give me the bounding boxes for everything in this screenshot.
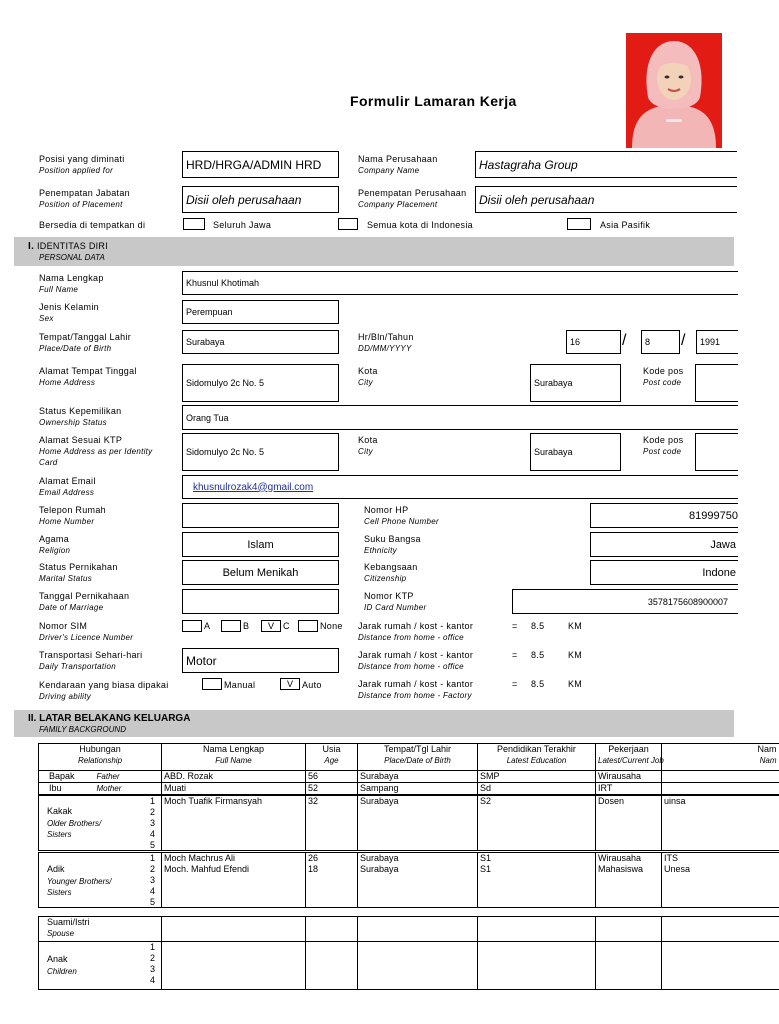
alamat-field[interactable]: Sidomulyo 2c No. 5 [182,364,339,402]
spouse-table [38,916,779,990]
nama-label: Nama Lengkap Full Name [39,273,104,294]
age-cell[interactable] [306,942,358,990]
edu-cell[interactable] [478,942,596,990]
agama-label: Agama Religion [39,534,71,555]
extra-cell[interactable] [662,917,779,942]
jarak-kantor-label-2: Jarak rumah / kost - kantor Distance from home - office [358,650,474,671]
posisi-label: Posisi yang diminati Position applied for [39,154,125,175]
jarak-factory-value: 8.5 [531,679,545,689]
section-identitas-header [14,237,734,266]
alamat-ktp-label: Alamat Sesuai KTP Home Address as per Identity Card [39,435,153,467]
penempatan-perusahaan-field[interactable]: Disii oleh perusahaan [475,186,737,213]
row-number: 3 [149,875,155,885]
pob-cell[interactable]: Surabaya Surabaya [358,853,478,908]
anak-sub: Children [47,967,77,976]
name-cell[interactable]: Moch Tuafik Firmansyah [162,796,306,851]
alamat-ktp-field[interactable]: Sidomulyo 2c No. 5 [182,433,339,471]
table-row-spouse [39,917,779,942]
section-number: I. [28,241,35,252]
age-cell[interactable]: 56 [306,771,358,783]
form-title: Formulir Lamaran Kerja [350,93,517,109]
status-milik-label: Status Kepemilikan Ownership Status [39,406,122,427]
date-separator-2: / [681,332,686,349]
jarak-unit: KM [568,621,583,631]
transport-field[interactable]: Motor [182,648,339,673]
kelamin-field[interactable]: Perempuan [182,300,339,324]
extra-cell[interactable] [662,783,779,795]
age-cell[interactable] [306,917,358,942]
penempatan-field[interactable]: Disii oleh perusahaan [182,186,339,213]
row-number: 2 [149,807,155,817]
perusahaan-label: Nama Perusahaan Company Name [358,154,438,175]
jarak-factory-label: Jarak rumah / kost - kantor Distance from home - Factory [358,679,474,700]
name-cell[interactable] [162,917,306,942]
posisi-field[interactable]: HRD/HRGA/ADMIN HRD [182,151,339,178]
sim-a-checkbox[interactable] [182,620,202,632]
auto-label: Auto [302,680,322,690]
edu-cell[interactable]: SMP [478,771,596,783]
children-rel-cell [39,942,162,990]
kakak-table [38,795,779,851]
tempat-lahir-field[interactable]: Surabaya [182,330,339,354]
kota-field[interactable]: Surabaya [530,364,621,402]
name-cell[interactable] [162,942,306,990]
extra-cell[interactable]: ITS Unesa [662,853,779,908]
pob-cell[interactable]: Surabaya [358,771,478,783]
suku-field[interactable]: Jawa [590,532,738,557]
agama-field[interactable]: Islam [182,532,339,557]
family-header-row [39,744,779,771]
table-row-kakak [39,796,779,851]
checkbox-seluruh-jawa[interactable] [183,218,205,230]
row-number: 5 [149,840,155,850]
row-number: 5 [149,897,155,907]
rel-cell: Ibu Mother [39,783,162,795]
sim-c-label: C [283,621,290,631]
kakak-label: Kakak [47,806,73,816]
section-title: IDENTITAS DIRI [36,241,109,251]
sim-none-label: None [320,621,343,631]
anak-label: Anak [47,954,68,964]
pob-cell[interactable] [358,917,478,942]
kakak-rel-cell [39,796,162,851]
pob-cell[interactable]: Sampang [358,783,478,795]
job-cell[interactable] [596,917,662,942]
header-pendidikan: Pendidikan Terakhir Latest Education [478,744,596,771]
tgl-nikah-label: Tanggal Pernikahaan Date of Marriage [39,591,130,612]
sim-b-label: B [243,621,250,631]
kode-pos-label: Kode pos Post code [643,366,684,387]
section2-number: II. [28,713,37,724]
jarak-eq-3: = [512,679,518,689]
name-cell[interactable]: Muati [162,783,306,795]
birth-year-field[interactable]: 1991 [696,330,738,354]
row-number: 1 [149,853,155,863]
hp-label: Nomor HP Cell Phone Number [364,505,439,526]
alamat-label: Alamat Tempat Tinggal Home Address [39,366,137,387]
header-nama-perusahaan: Nam Nam [662,744,779,771]
kode-pos-field[interactable] [695,364,738,402]
job-cell[interactable]: IRT [596,783,662,795]
pob-cell[interactable]: Surabaya [358,796,478,851]
suku-label: Suku Bangsa Ethnicity [364,534,421,555]
checkbox-asia-pasifik[interactable] [567,218,591,230]
row-number: 2 [149,953,155,963]
kelamin-label: Jenis Kelamin Sex [39,302,99,323]
sim-b-checkbox[interactable] [221,620,241,632]
kakak-sub2: Sisters [47,830,72,839]
section2-subtitle: FAMILY BACKGROUND [39,725,126,734]
job-cell[interactable]: Wirausaha [596,771,662,783]
name-cell[interactable]: ABD. Rozak [162,771,306,783]
age-cell[interactable]: 32 [306,796,358,851]
nikah-field[interactable]: Belum Menikah [182,560,339,585]
header-pekerjaan: Pekerjaan Latest/Current Job [596,744,662,771]
jarak-kantor-value-2: 8.5 [531,650,545,660]
table-row-father [39,771,779,783]
kode-pos-ktp-label: Kode pos Post code [643,435,684,456]
jarak-eq-2: = [512,650,518,660]
ktp-label: Nomor KTP ID Card Number [364,591,427,612]
kebangsaan-label: Kebangsaan Citizenship [364,562,418,583]
edu-cell[interactable]: Sd [478,783,596,795]
table-row-adik [39,853,779,908]
row-number: 4 [149,975,155,985]
jarak-unit-2: KM [568,650,583,660]
tgl-nikah-field[interactable] [182,589,339,614]
edu-cell[interactable]: S1 S1 [478,853,596,908]
jarak-unit-3: KM [568,679,583,689]
penempatan-perusahaan-label: Penempatan Perusahaan Company Placement [358,188,467,209]
header-hubungan: Hubungan Relationship [39,744,162,771]
adik-rel-cell [39,853,162,908]
sim-c-checkbox[interactable]: V [261,620,281,632]
adik-label: Adik [47,864,65,874]
option-asia-pasifik: Asia Pasifik [600,220,651,230]
option-seluruh-jawa: Seluruh Jawa [213,220,272,230]
header-usia: Usia Age [306,744,358,771]
manual-label: Manual [224,680,256,690]
section2-title: LATAR BELAKANG KELUARGA [39,713,191,724]
sim-none-checkbox[interactable] [298,620,318,632]
nikah-label: Status Pernikahan Marital Status [39,562,118,583]
section-keluarga-header [14,710,734,737]
kode-pos-ktp-field[interactable] [695,433,738,471]
auto-checkbox[interactable]: V [280,678,300,690]
extra-cell[interactable] [662,771,779,783]
jarak-kantor-label: Jarak rumah / kost - kantor Distance from home - office [358,621,474,642]
job-cell[interactable] [596,942,662,990]
row-number: 1 [149,942,155,952]
row-number: 4 [149,829,155,839]
kota-label: Kota City [358,366,378,387]
email-label: Alamat Email Email Address [39,476,96,497]
applicant-photo [626,33,722,148]
table-row-children [39,942,779,990]
email-field[interactable]: khusnulrozak4@gmail.com [182,475,738,499]
adik-sub1: Younger Brothers/ [47,877,112,886]
row-number: 2 [149,864,155,874]
checkbox-semua-kota[interactable] [338,218,358,230]
bersedia-label: Bersedia di tempatkan di [39,220,146,230]
row-number: 1 [149,796,155,806]
birth-day-field[interactable]: 16 [566,330,621,354]
spouse-rel-cell: Suami/Istri Spouse [39,917,162,942]
row-number: 4 [149,886,155,896]
hp-field[interactable]: 81999750 [590,503,738,528]
pob-cell[interactable] [358,942,478,990]
kebangsaan-field[interactable]: Indone [590,560,738,585]
status-milik-field[interactable]: Orang Tua [182,405,738,430]
kendaraan-label: Kendaraan yang biasa dipakai Driving ability [39,680,169,701]
nama-field[interactable]: Khusnul Khotimah [182,271,738,295]
header-nama: Nama Lengkap Full Name [162,744,306,771]
kota-ktp-field[interactable]: Surabaya [530,433,621,471]
section-subtitle: PERSONAL DATA [39,253,105,262]
date-separator: / [622,332,627,349]
applicant-photo-image [626,33,722,148]
tanggal-lahir-label: Hr/Bln/Tahun DD/MM/YYYY [358,332,414,353]
name-cell[interactable]: Moch Machrus Ali Moch. Mahfud Efendi [162,853,306,908]
telepon-field[interactable] [182,503,339,528]
option-semua-kota: Semua kota di Indonesia [367,220,473,230]
table-row-mother [39,783,779,795]
jarak-eq: = [512,621,518,631]
row-number: 3 [149,818,155,828]
penempatan-label: Penempatan Jabatan Position of Placement [39,188,130,209]
extra-cell[interactable] [662,942,779,990]
family-table [38,743,779,795]
sim-label: Nomor SIM Driver's Licence Number [39,621,134,642]
job-cell[interactable]: Wirausaha Mahasiswa [596,853,662,908]
birth-month-field[interactable]: 8 [641,330,680,354]
kakak-sub1: Older Brothers/ [47,819,102,828]
extra-cell[interactable]: uinsa [662,796,779,851]
rel-cell: Bapak Father [39,771,162,783]
age-cell[interactable]: 26 18 [306,853,358,908]
kota-ktp-label: Kota City [358,435,378,456]
manual-checkbox[interactable] [202,678,222,690]
job-cell[interactable]: Dosen [596,796,662,851]
jarak-kantor-value: 8.5 [531,621,545,631]
adik-table [38,852,779,908]
ktp-field[interactable]: 3578175608900007 [512,589,738,614]
adik-sub2: Sisters [47,888,72,897]
row-number: 3 [149,964,155,974]
header-ttl: Tempat/Tgl Lahir Place/Date of Birth [358,744,478,771]
transport-label: Transportasi Sehari-hari Daily Transportation [39,650,143,671]
telepon-label: Telepon Rumah Home Number [39,505,106,526]
age-cell[interactable]: 52 [306,783,358,795]
perusahaan-field[interactable]: Hastagraha Group [475,151,737,178]
sim-a-label: A [204,621,211,631]
edu-cell[interactable] [478,917,596,942]
edu-cell[interactable]: S2 [478,796,596,851]
ttl-label: Tempat/Tanggal Lahir Place/Date of Birth [39,332,132,353]
